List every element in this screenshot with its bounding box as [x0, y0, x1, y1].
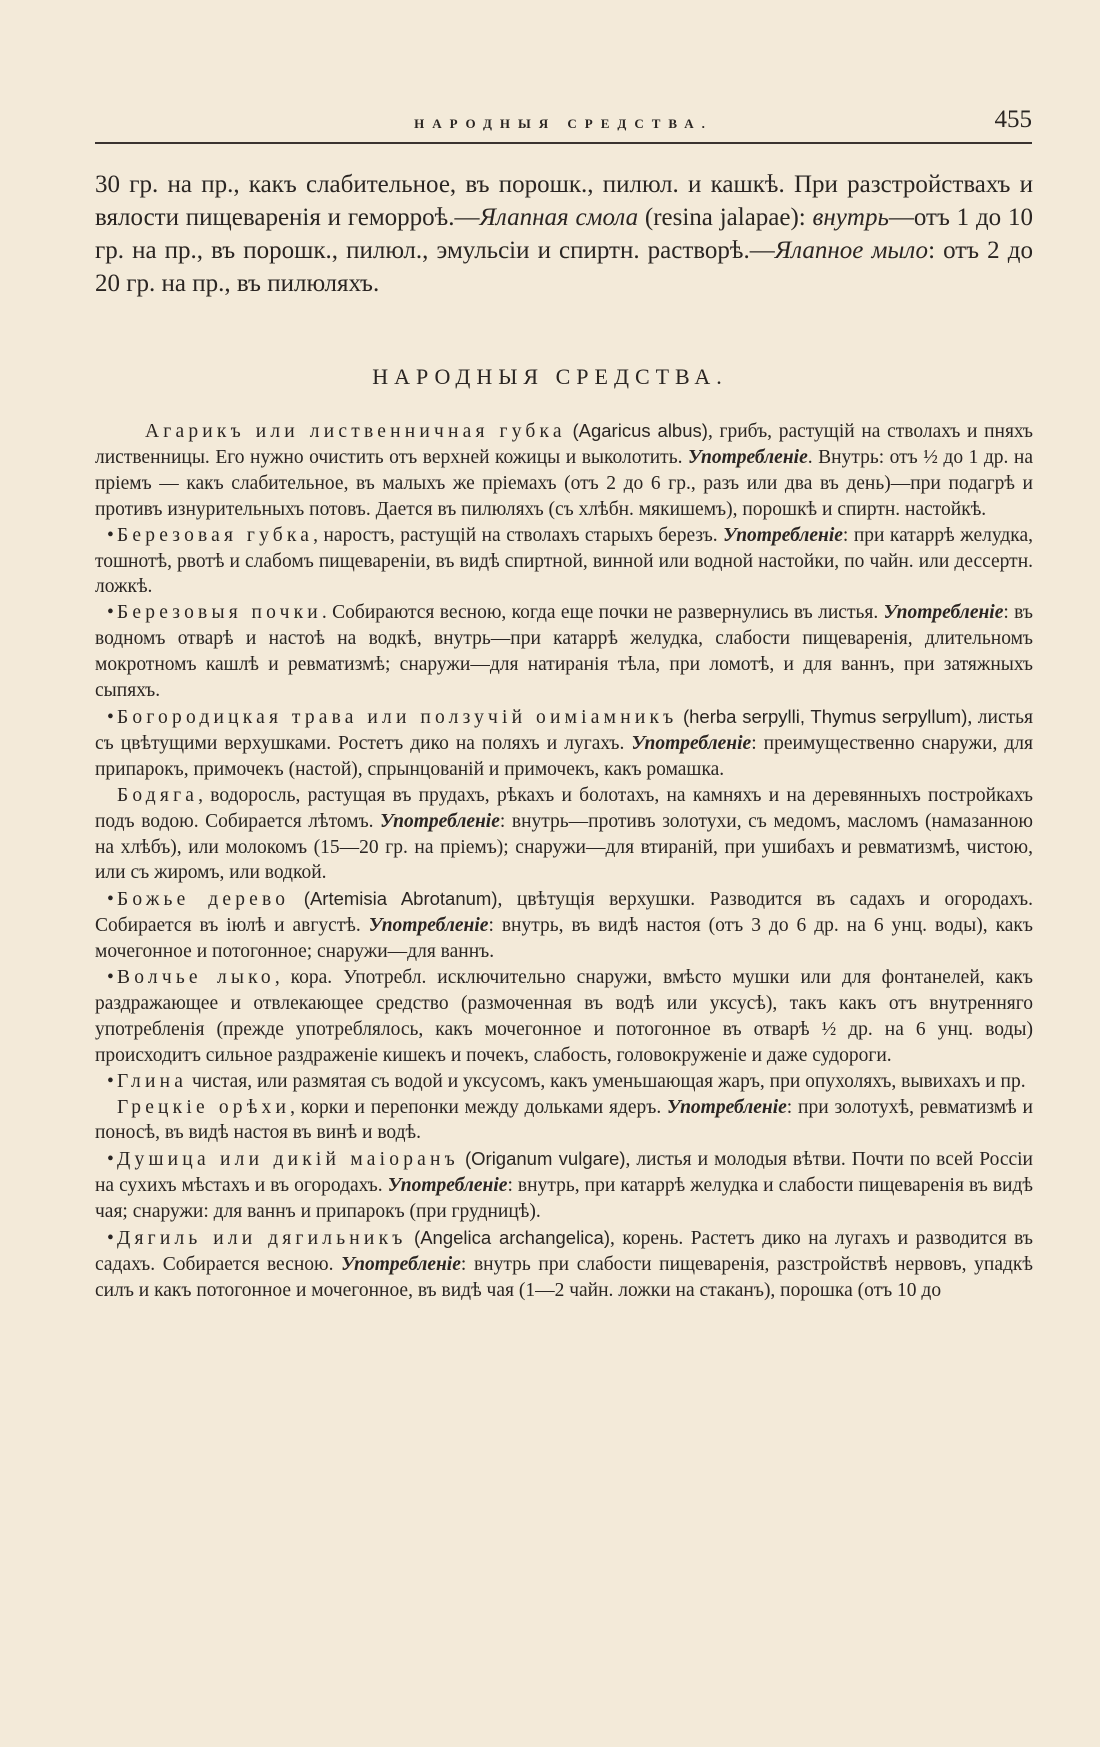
entry-text: , водоросль, растущая въ прудахъ, рѣкахъ и болотахъ, на камняхъ и на деревянныхъ постройкахъ подъ водою. Собирается лѣтомъ. — [95, 784, 1033, 832]
entry-agaric — [95, 418, 1033, 523]
usage-label: Употребленіе — [631, 732, 752, 754]
jalap-soap-term: Ялапное мыло — [774, 237, 929, 264]
entry-thyme — [95, 704, 1033, 783]
entry-term: Божье дерево — [117, 889, 290, 911]
entry-latin: (herba serpylli, Thymus serpyllum) — [682, 705, 968, 727]
usage-label: Употребленіе — [341, 1254, 461, 1275]
entry-text: , корки и перепонки между дольками ядеръ. — [290, 1096, 668, 1118]
entry-text: : въ водномъ отварѣ и настоѣ на водкѣ, внутрь—при катаррѣ желудка, слабости пищеваренія, длительномъ мокротномъ кашлѣ и ревматизмѣ; снаружи—для натиранія тѣла, при ломотѣ, и для ваннъ, при затяжныхъ сыпяхъ. — [95, 602, 1033, 702]
entry-text: : преимущественно снаружи, для припарокъ, примочекъ (настой), спрынцованій и примочекъ, какъ ромашка. — [95, 732, 1033, 780]
entry-term: Дягиль или дягильникъ — [117, 1228, 407, 1250]
entry-latin: (Origanum vulgare) — [464, 1148, 626, 1170]
entry-text: , цвѣтущія верхушки. Разводится въ садахъ и огородахъ. Собирается въ іюлѣ и августѣ. — [95, 889, 1033, 937]
entry-latin: (Agaricus albus) — [572, 420, 708, 441]
bullet-mark: • — [107, 889, 114, 911]
entry-term: Волчье лыко — [117, 967, 275, 989]
page-number: 455 — [994, 106, 1032, 133]
running-title: НАРОДНЫЯ СРЕДСТВА. — [414, 116, 713, 131]
entry-wolf-bast — [95, 965, 1033, 1069]
intro-paragraph — [95, 168, 1033, 300]
entry-bodyaga — [95, 783, 1033, 887]
entry-birch-sponge — [95, 523, 1033, 601]
entry-text: . Собираются весною, когда еще почки не развернулись въ листья. — [321, 602, 884, 624]
bullet-mark: • — [107, 1149, 114, 1171]
entry-angelica — [95, 1225, 1033, 1304]
entry-term: Богородицкая трава или ползучій оимiамникъ — [117, 706, 678, 728]
entry-term: Глина — [117, 1070, 188, 1092]
usage-label: Употребленіе — [723, 524, 843, 546]
intro-text-4: : отъ 2 до 20 гр. на пр., въ пилюляхъ. — [95, 237, 1033, 297]
intro-text-2: (resina jalapae): — [638, 204, 813, 231]
usage-label: Употребленіе — [387, 1175, 508, 1197]
entry-term: Душица или дикій маіоранъ — [117, 1149, 459, 1171]
section-title: НАРОДНЫЯ СРЕДСТВА. — [372, 364, 728, 389]
entry-latin: (Angelica archangelica) — [414, 1227, 611, 1249]
entry-text: , грибъ, растущій на стволахъ и пняхъ лиственницы. Его нужно очистить отъ верхней кожицы и выколотить. — [95, 421, 1034, 468]
intro-text-3: —отъ 1 до 10 гр. на пр., въ порошк., пилюл., эмульсіи и спиртн. растворѣ.— — [95, 204, 1033, 264]
entry-text: , листья съ цвѣтущими верхушками. Ростетъ дико на поляхъ и лугахъ. — [95, 706, 1033, 754]
remedies-list — [95, 418, 1033, 1304]
usage-label: Употребленіе — [667, 1096, 787, 1118]
entry-text: : внутрь при слабости пищеваренія, разстройствѣ нервовъ, упадкѣ силъ и какъ потогонное и мочегонное, въ видѣ чая (1—2 чайн. ложки на стаканъ), порошка (отъ 10 до — [95, 1254, 1033, 1301]
entry-birch-buds — [95, 600, 1033, 704]
entry-text: : внутрь, при катаррѣ желудка и слабости пищеваренія въ видѣ чая; снаружи: для ваннъ и припарокъ (при грудницѣ). — [95, 1175, 1033, 1223]
running-header — [95, 102, 1032, 144]
entry-text: . Внутрь: отъ ½ до 1 др. на пріемъ — какъ слабительное, въ малыхъ же пріемахъ (отъ 2 до 6 гр., разъ или два въ день)—при подагрѣ и противъ изнурительныхъ потовъ. Дается въ пилюляхъ (съ хлѣбн. мякишемъ), порошкѣ и спиртн. настойкѣ. — [95, 446, 1034, 520]
bullet-mark: • — [107, 524, 114, 546]
entry-text: : внутрь, въ видѣ настоя (отъ 3 до 6 др. на 6 унц. воды), какъ мочегонное и потогонное; снаружи—для ваннъ. — [95, 915, 1033, 963]
usage-label: Употребленіе — [368, 915, 489, 937]
entry-text: : при золотухѣ, ревматизмѣ и поносѣ, въ видѣ настоя въ винѣ и водѣ. — [95, 1096, 1033, 1144]
entry-text: : внутрь—противъ золотухи, съ медомъ, масломъ (намазанною на хлѣбъ), или молокомъ (15—20 гр. на пріемъ); снаружи—для втираній, при ушибахъ и ревматизмѣ, чистою, или съ жиромъ, или водкой. — [95, 810, 1034, 884]
entry-term: Березовая губка — [117, 524, 314, 546]
bullet-mark: • — [107, 706, 114, 728]
intro-text-1: 30 гр. на пр., какъ слабительное, въ порошк., пилюл. и кашкѣ. При разстройствахъ и вялости пищеваренія и геморроѣ.— — [95, 171, 1033, 231]
usage-label: Употребленіе — [687, 446, 808, 468]
entry-gods-tree — [95, 886, 1033, 965]
inside-term: внутрь — [812, 204, 889, 231]
entry-text: , корень. Растетъ дико на лугахъ и разводится въ садахъ. Собирается весною. — [95, 1228, 1033, 1275]
entry-clay — [95, 1069, 1033, 1095]
bullet-mark: • — [107, 1070, 114, 1092]
entry-walnuts — [95, 1095, 1033, 1147]
entry-text: , листья и молодыя вѣтви. Почти по всей Россіи на сухихъ мѣстахъ и въ огородахъ. — [95, 1149, 1033, 1197]
entry-oregano — [95, 1146, 1033, 1225]
entry-text: чистая, или размятая съ водой и уксусомъ, какъ уменьшающая жаръ, при опухоляхъ, вывихахъ и пр. — [187, 1070, 1026, 1092]
bullet-mark: • — [107, 1228, 114, 1250]
entry-term: Бодяга — [117, 784, 199, 806]
bullet-mark: • — [107, 602, 114, 624]
entry-text: : при катаррѣ желудка, тошнотѣ, рвотѣ и слабомъ пищевареніи, въ видѣ спиртной, винной или водной настойки, по чайн. или дессертн. ложкѣ. — [95, 524, 1033, 598]
entry-latin: (Artemisia Abrotanum) — [303, 888, 498, 910]
entry-term: Агарикъ или лиственничная губка — [145, 421, 566, 442]
usage-label: Употребленіе — [883, 602, 1004, 624]
usage-label: Употребленіе — [380, 810, 500, 832]
jalap-resin-term: Ялапная смола — [479, 204, 639, 231]
entry-term: Грецкіе орѣхи — [117, 1096, 291, 1118]
bullet-mark: • — [107, 967, 114, 989]
entry-text: , кора. Употребл. исключительно снаружи, вмѣсто мушки или для фонтанелей, какъ раздражающее и отвлекающее средство (размоченная въ водѣ или уксусѣ), такъ какъ отъ внутренняго употребленія (прежде употреблялось, какъ мочегонное и потогонное въ отварѣ ½ др. на 6 унц. воды) происходитъ сильное раздраженіе кишекъ и почекъ, слабость, головокруженіе и даже судороги. — [95, 967, 1033, 1066]
entry-text: , наростъ, растущій на стволахъ старыхъ березъ. — [313, 524, 724, 546]
entry-term: Березовыя почки — [117, 602, 322, 624]
